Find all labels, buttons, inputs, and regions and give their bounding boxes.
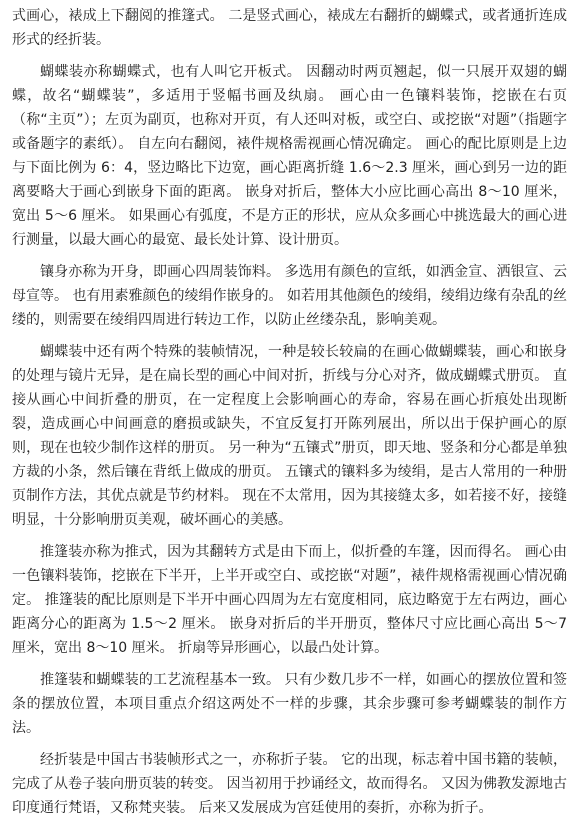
paragraph-butterfly-binding: 蝴蝶装亦称蝴蝶式，也有人叫它开板式。 因翻动时两页翘起，似一只展开双翅的蝴蝶，故名“蝴蝶装”，多适用于竖幅书画及纨扇。 画心由一色镶料装饰，挖嵌在右页（称“主页”）；左页为副页，也称对开页，有人还叫对板，或空白、或挖嵌“对题”（指题字或备题字的素纸）。 自左向右翻阅，裱件规格需视画心情况确定。 画心的配比原则是上边与下面比例为 6：4，竖边略比下边宽，画心距离折缝 1.6～2.3 厘米，画心到另一边的距离要略大于画心到嵌身下面的距离。 嵌身对折后，整体大小应比画心高出 8～10 厘米，宽出 5～6 厘米。 如果画心有弧度，不是方正的形状，应从众多画心中挑选最大的画心进行测量，以最大画心的最宽、最长处计算、设计册页。 bbox=[12, 64, 567, 248]
paragraph-continuation: 式画心，裱成上下翻阅的推篷式。 二是竖式画心，裱成左右翻折的蝴蝶式，或者通折连成形式的经折装。 bbox=[12, 8, 567, 48]
paragraph-inlay-body: 镶身亦称为开身，即画心四周装饰料。 多选用有颜色的宣纸，如洒金宣、洒银宣、云母宣等。 也有用素雅颜色的绫绢作嵌身的。 如若用其他颜色的绫绢，绫绢边缘有杂乱的丝缕的，则需要在绫绢四周进行转边工作，以防止丝缕杂乱，影响美观。 bbox=[12, 264, 567, 328]
paragraph-process-comparison: 推篷装和蝴蝶装的工艺流程基本一致。 只有少数几步不一样，如画心的摆放位置和签条的摆放位置，本项目重点介绍这两处不一样的步骤，其余步骤可参考蝴蝶装的制作方法。 bbox=[12, 672, 567, 736]
paragraph-special-cases: 蝴蝶装中还有两个特殊的装帧情况，一种是较长较扁的在画心做蝴蝶装，画心和嵌身的处理与镜片无异，是在扁长型的画心中间对折，折线与分心对齐，做成蝴蝶式册页。 直接从画心中间折叠的册页，在一定程度上会影响画心的寿命，容易在画心折痕处出现断裂，造成画心中间画意的磨损或缺失，不宜反复打开陈列展出，所以出于保护画心的原则，现在也较少制作这样的册页。 另一种为“五镶式”册页，即天地、竖条和分心都是单独方裁的小条，然后镶在背纸上做成的册页。 五镶式的镶料多为绫绢，是古人常用的一种册页制作方法，其优点就是节约材料。 现在不太常用，因为其接缝太多，如若接不好，接缝明显，十分影响册页美观，破坏画心的美感。 bbox=[12, 344, 567, 528]
paragraph-sutra-folding: 经折装是中国古书装帧形式之一，亦称折子装。 它的出现，标志着中国书籍的装帧，完成了从卷子装向册页装的转变。 因当初用于抄诵经文，故而得名。 又因为佛教发源地古印度通行梵语，又称梵夹装。 后来又发展成为宫廷使用的奏折，亦称为折子。 bbox=[12, 752, 567, 816]
paragraph-push-canopy-binding: 推篷装亦称为推式，因为其翻转方式是由下而上，似折叠的车篷，因而得名。 画心由一色镶料装饰，挖嵌在下半开，上半开或空白、或挖嵌“对题”，裱件规格需视画心情况确定。 推篷装的配比原则是下半开中画心四周为左右宽度相同，底边略宽于左右两边，画心距离分心的距离为 1.5～2 厘米。 嵌身对折后的半开册页，整体尺寸应比画心高出 5～7 厘米，宽出 8～10 厘米。 折扇等异形画心，以最凸处计算。 bbox=[12, 544, 567, 656]
